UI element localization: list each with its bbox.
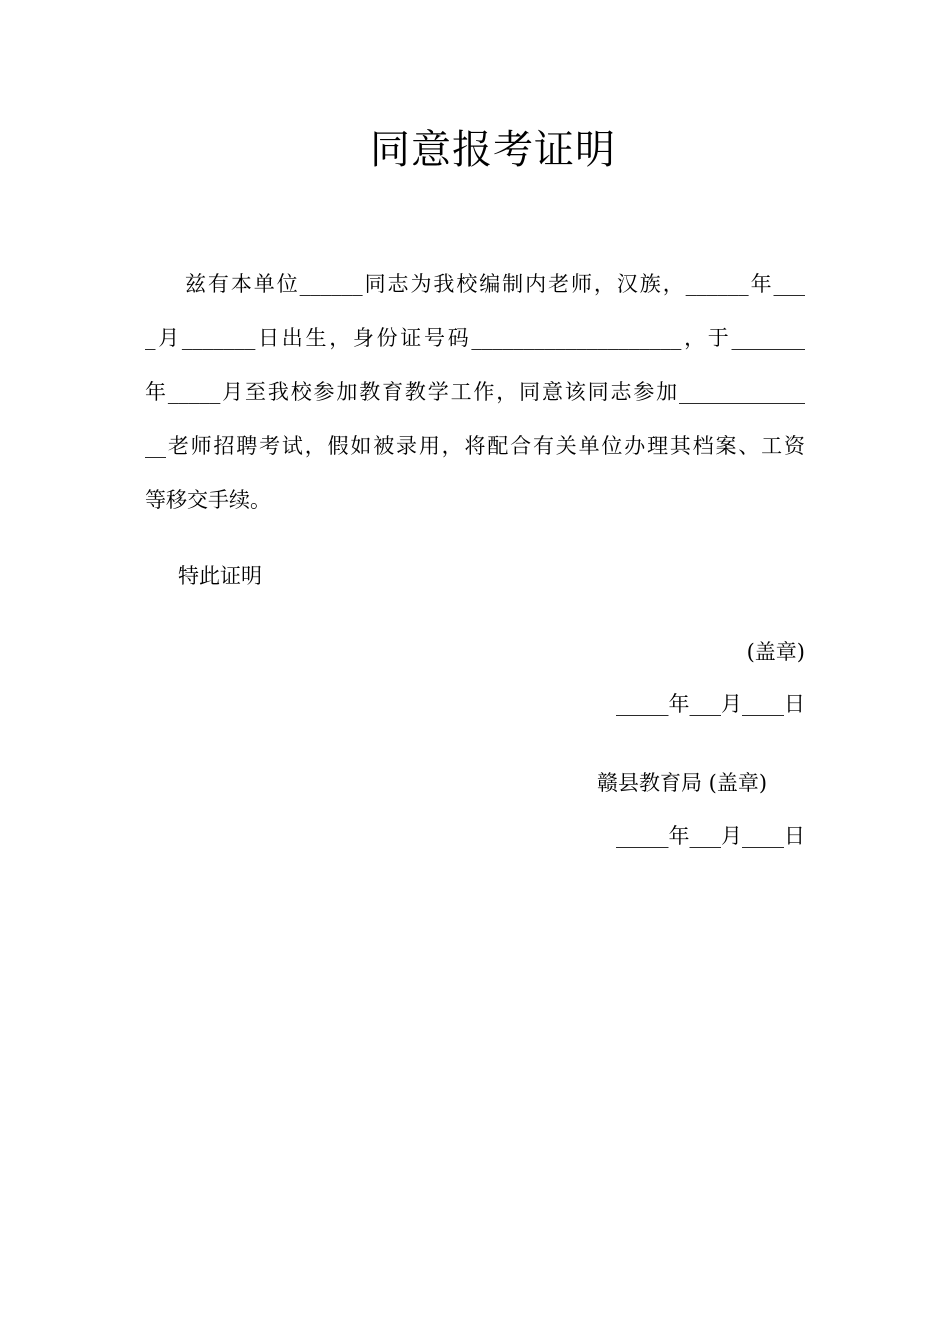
closing-statement: 特此证明 (178, 564, 262, 588)
bureau-seal-label: 赣县教育局 (盖章) (597, 771, 768, 795)
document-title: 同意报考证明 (370, 127, 616, 173)
body-line-4: __老师招聘考试，假如被录用，将配合有关单位办理其档案、工资 (145, 434, 805, 458)
school-date-line: _____年___月____日 (616, 692, 805, 716)
body-line-2: _月_______日出生，身份证号码____________________，于_______ (145, 326, 805, 350)
body-line-5: 等移交手续。 (145, 488, 271, 512)
body-line-3: 年_____月至我校参加教育教学工作，同意该同志参加____________ (145, 380, 805, 404)
bureau-date-line: _____年___月____日 (616, 824, 805, 848)
school-seal-label: (盖章) (746, 640, 805, 664)
body-line-1: 兹有本单位______同志为我校编制内老师，汉族，______年___ (185, 272, 805, 296)
